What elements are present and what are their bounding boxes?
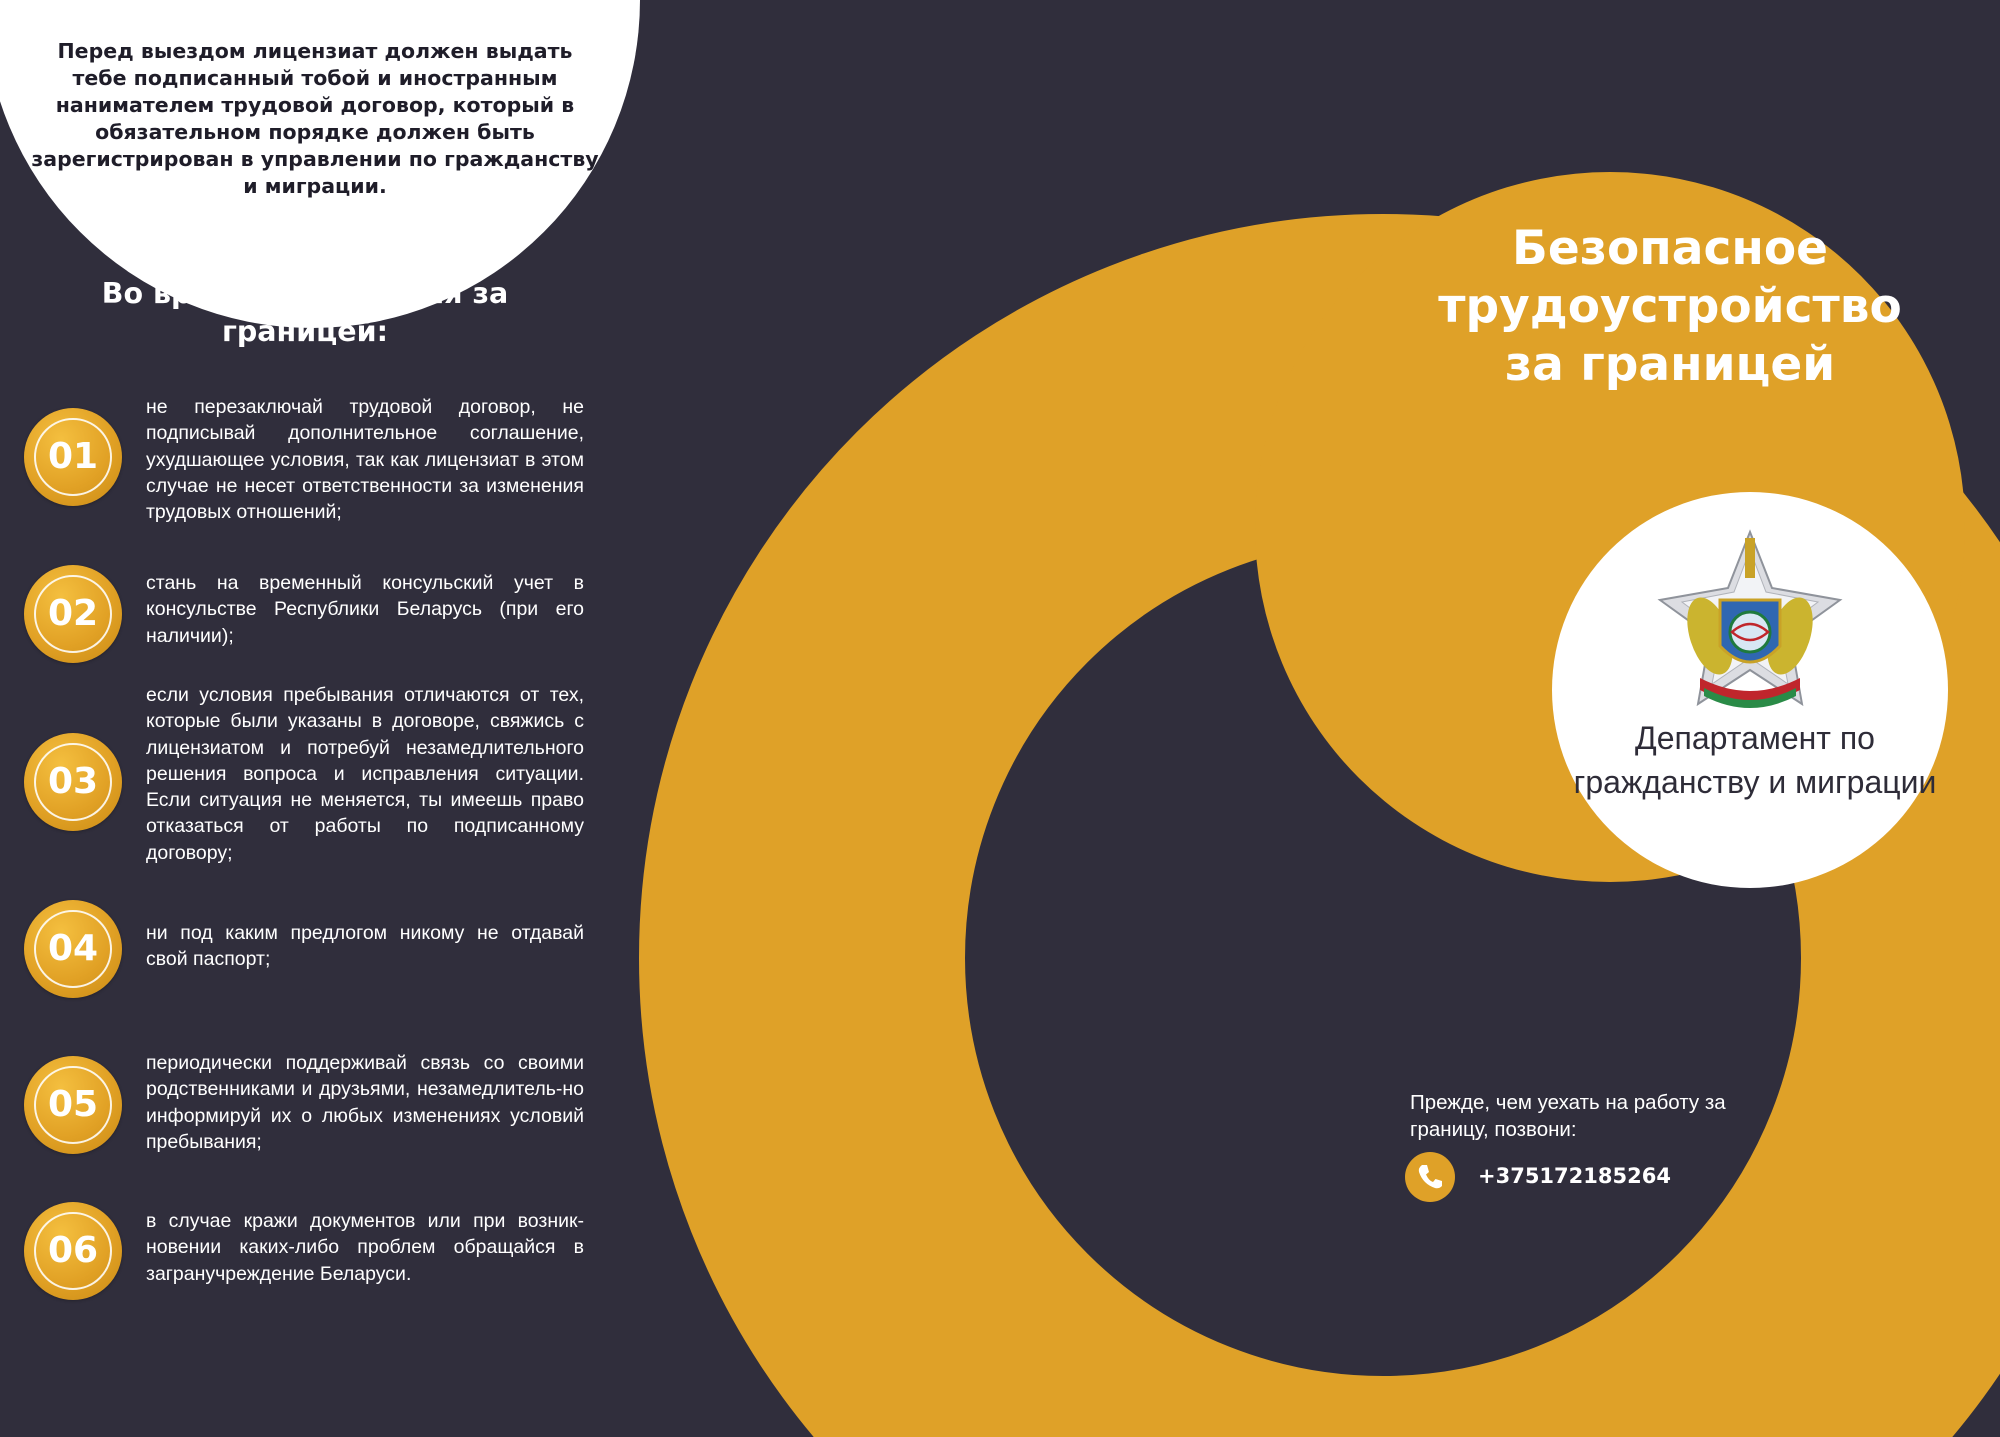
step-text: не перезаключай трудовой договор, не подписывай дополнительное соглашение, ухудшающее условия, так как лицензиат в этом случае не несет ответственности за изменения трудовых отношений; xyxy=(146,396,584,524)
step-number: 04 xyxy=(47,928,99,969)
step-text: в случае кражи документов или при возник-новении каких-либо проблем обращайся в загранучреждение Беларуси. xyxy=(146,1210,584,1285)
step-number-badge xyxy=(24,900,122,998)
department-name: Департамент по гражданству и миграции xyxy=(1573,720,1937,800)
step-number-badge xyxy=(24,1202,122,1300)
step-number: 05 xyxy=(47,1084,99,1125)
section-title: Во время пребывания за границей: xyxy=(101,277,509,348)
step-text: если условия пребывания отличаются от тех, которые были указаны в договоре, свяжись с лицензиатом и потребуй незамедлительного решения вопроса и исправления ситуации. Если ситуация не меняется, ты имеешь право отказаться от работы по подписанному договору; xyxy=(146,684,584,864)
step-number: 03 xyxy=(47,761,99,802)
cover-title: Безопасное трудоустройство за границей xyxy=(1438,221,1902,392)
step-number-badge xyxy=(24,733,122,831)
phone-number[interactable]: +375172185264 xyxy=(1478,1164,1671,1188)
ministry-emblem-icon xyxy=(1650,528,1850,728)
step-number: 01 xyxy=(47,436,99,477)
step-number-badge xyxy=(24,408,122,506)
intro-text: Перед выездом лицензиат должен выдать тебе подписанный тобой и иностранным нанимателем трудовой договор, который в обязательном порядке должен быть зарегистрирован в управлении по гражданству и миграции. xyxy=(31,39,599,198)
step-text: стань на временный консульский учет в консульстве Республики Беларусь (при его наличии); xyxy=(146,572,584,647)
contact-intro: Прежде, чем уехать на работу за границу, позвони: xyxy=(1410,1091,1726,1141)
step-number: 06 xyxy=(47,1230,99,1271)
step-text: периодически поддерживай связь со своими родственниками и друзьями, незамедлитель-но информируй их о любых изменениях условий пребывания; xyxy=(146,1052,584,1153)
phone-icon[interactable] xyxy=(1405,1152,1455,1202)
step-text: ни под каким предлогом никому не отдавай свой паспорт; xyxy=(146,922,584,971)
step-number: 02 xyxy=(47,593,99,634)
step-number-badge xyxy=(24,565,122,663)
step-number-badge xyxy=(24,1056,122,1154)
